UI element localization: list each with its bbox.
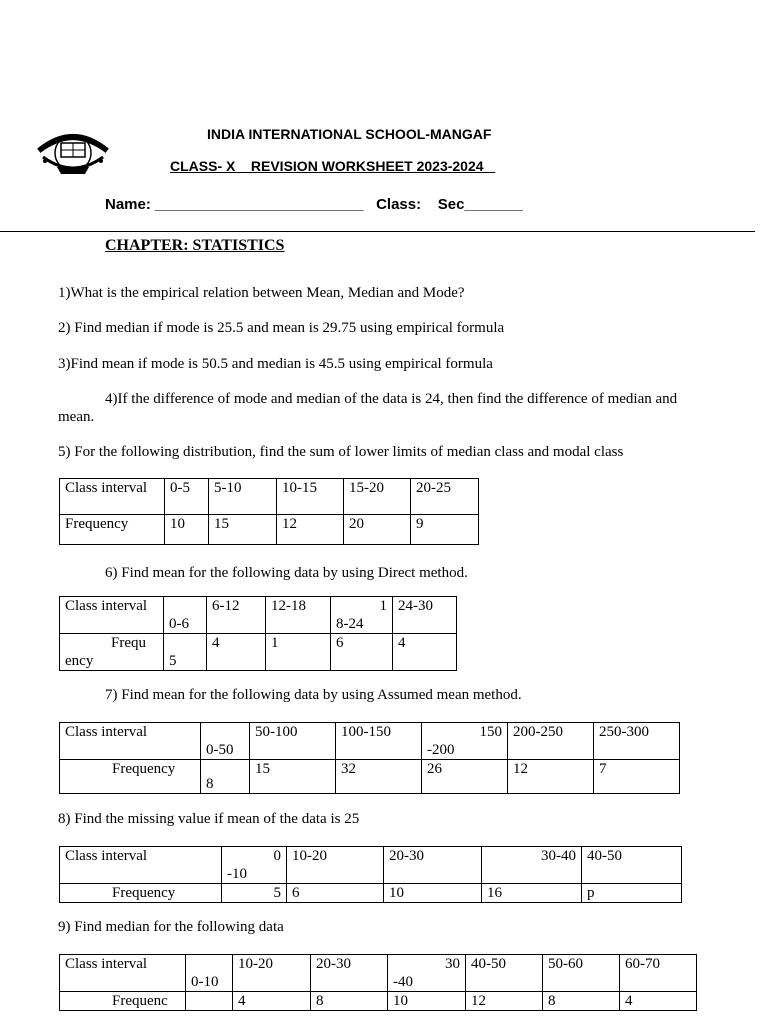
- question-2: 2) Find median if mode is 25.5 and mean is 29.75 using empirical formula: [58, 320, 505, 336]
- table-cell: 32: [336, 760, 422, 794]
- table-cell: 12: [508, 760, 594, 794]
- cell-part: 150: [479, 724, 502, 740]
- table-cell: 8: [311, 992, 388, 1011]
- table-cell: 10-20: [287, 847, 384, 884]
- table-cell: 15: [209, 515, 277, 545]
- table-row: [60, 515, 479, 545]
- table-cell: 10-20: [233, 955, 311, 992]
- cell-part: Frequ: [111, 635, 146, 651]
- table-row: [60, 634, 457, 671]
- school-name: INDIA INTERNATIONAL SCHOOL-MANGAF: [207, 126, 492, 142]
- table-cell: Class interval: [60, 955, 186, 992]
- table-cell: 26: [422, 760, 508, 794]
- table-cell: 5: [222, 884, 287, 903]
- table-cell: 5: [164, 634, 207, 671]
- cell-part: -40: [393, 974, 413, 990]
- divider: [0, 231, 755, 232]
- table-cell: [422, 723, 508, 760]
- table-cell: 60-70: [620, 955, 697, 992]
- table-cell: 12: [466, 992, 543, 1011]
- table-cell: 30-40: [482, 847, 582, 884]
- table-q9: [59, 954, 697, 1011]
- name-class-line: Name: _________________________ Class: Sec_______: [105, 196, 523, 213]
- table-cell: 20-30: [311, 955, 388, 992]
- table-cell: [331, 597, 393, 634]
- table-cell: 8: [543, 992, 620, 1011]
- table-cell: 10: [165, 515, 209, 545]
- table-cell: 100-150: [336, 723, 422, 760]
- table-cell: 6: [287, 884, 384, 903]
- table-cell: 20-30: [384, 847, 482, 884]
- table-q6: [59, 596, 457, 671]
- table-row: [60, 760, 680, 794]
- table-cell: 24-30: [393, 597, 457, 634]
- worksheet-title: CLASS- X REVISION WORKSHEET 2023-2024: [170, 158, 496, 174]
- cell-part: 0: [273, 848, 281, 864]
- table-cell: 250-300: [594, 723, 680, 760]
- table-cell: 4: [207, 634, 266, 671]
- table-cell: [388, 955, 466, 992]
- table-cell: 0-10: [186, 955, 233, 992]
- table-cell: 16: [482, 884, 582, 903]
- table-cell: Class interval: [60, 479, 165, 515]
- table-cell: 50-60: [543, 955, 620, 992]
- table-cell: Class interval: [60, 847, 222, 884]
- table-cell: 20: [344, 515, 411, 545]
- table-row: [60, 955, 697, 992]
- table-cell: Frequency: [60, 884, 222, 903]
- table-row: [60, 723, 680, 760]
- table-q5: [59, 478, 479, 545]
- table-q8: [59, 846, 682, 903]
- table-cell: 4: [620, 992, 697, 1011]
- table-cell: 0-5: [165, 479, 209, 515]
- table-cell: Class interval: [60, 723, 201, 760]
- cell-part: -10: [227, 866, 247, 882]
- table-cell: 15-20: [344, 479, 411, 515]
- cell-part: 8-24: [336, 616, 364, 632]
- table-cell: 8: [201, 760, 250, 794]
- question-5: 5) For the following distribution, find the sum of lower limits of median class and modal class: [58, 444, 624, 460]
- question-6: 6) Find mean for the following data by using Direct method.: [105, 565, 468, 581]
- table-cell: Frequency: [60, 515, 165, 545]
- question-4: 4)If the difference of mode and median of the data is 24, then find the difference of median and mean.: [58, 391, 678, 425]
- table-cell: Frequency: [60, 760, 201, 794]
- table-row: [60, 847, 682, 884]
- table-cell: 12-18: [266, 597, 331, 634]
- table-cell: [186, 992, 233, 1011]
- table-cell: 10: [384, 884, 482, 903]
- cell-part: 30: [445, 956, 460, 972]
- table-cell: 4: [393, 634, 457, 671]
- table-cell: 12: [277, 515, 344, 545]
- table-cell: 6-12: [207, 597, 266, 634]
- table-cell: 5-10: [209, 479, 277, 515]
- table-cell: [222, 847, 287, 884]
- table-cell: 9: [411, 515, 479, 545]
- question-8: 8) Find the missing value if mean of the data is 25: [58, 811, 360, 827]
- table-q7: [59, 722, 680, 794]
- table-row: [60, 992, 697, 1011]
- table-cell: 200-250: [508, 723, 594, 760]
- table-cell: Class interval: [60, 597, 164, 634]
- table-cell: 20-25: [411, 479, 479, 515]
- table-cell: p: [582, 884, 682, 903]
- table-cell: 10: [388, 992, 466, 1011]
- table-cell: 40-50: [466, 955, 543, 992]
- table-row: [60, 884, 682, 903]
- table-row: [60, 597, 457, 634]
- table-cell: 15: [250, 760, 336, 794]
- school-logo-icon: [33, 127, 113, 181]
- table-cell: 1: [266, 634, 331, 671]
- table-cell: Frequenc: [60, 992, 186, 1011]
- question-1: 1)What is the empirical relation between Mean, Median and Mode?: [58, 285, 465, 301]
- cell-part: ency: [65, 653, 94, 669]
- table-cell: 0-6: [164, 597, 207, 634]
- table-cell: 0-50: [201, 723, 250, 760]
- table-cell: 40-50: [582, 847, 682, 884]
- table-cell: 7: [594, 760, 680, 794]
- table-cell: 50-100: [250, 723, 336, 760]
- cell-part: -200: [427, 742, 455, 758]
- table-row: [60, 479, 479, 515]
- table-cell: 6: [331, 634, 393, 671]
- table-cell: 10-15: [277, 479, 344, 515]
- table-cell: [60, 634, 164, 671]
- chapter-title: CHAPTER: STATISTICS: [105, 237, 285, 254]
- question-9: 9) Find median for the following data: [58, 919, 284, 935]
- cell-part: 1: [379, 598, 387, 614]
- question-3: 3)Find mean if mode is 50.5 and median is 45.5 using empirical formula: [58, 356, 493, 372]
- table-cell: 4: [233, 992, 311, 1011]
- question-7: 7) Find mean for the following data by using Assumed mean method.: [105, 687, 522, 703]
